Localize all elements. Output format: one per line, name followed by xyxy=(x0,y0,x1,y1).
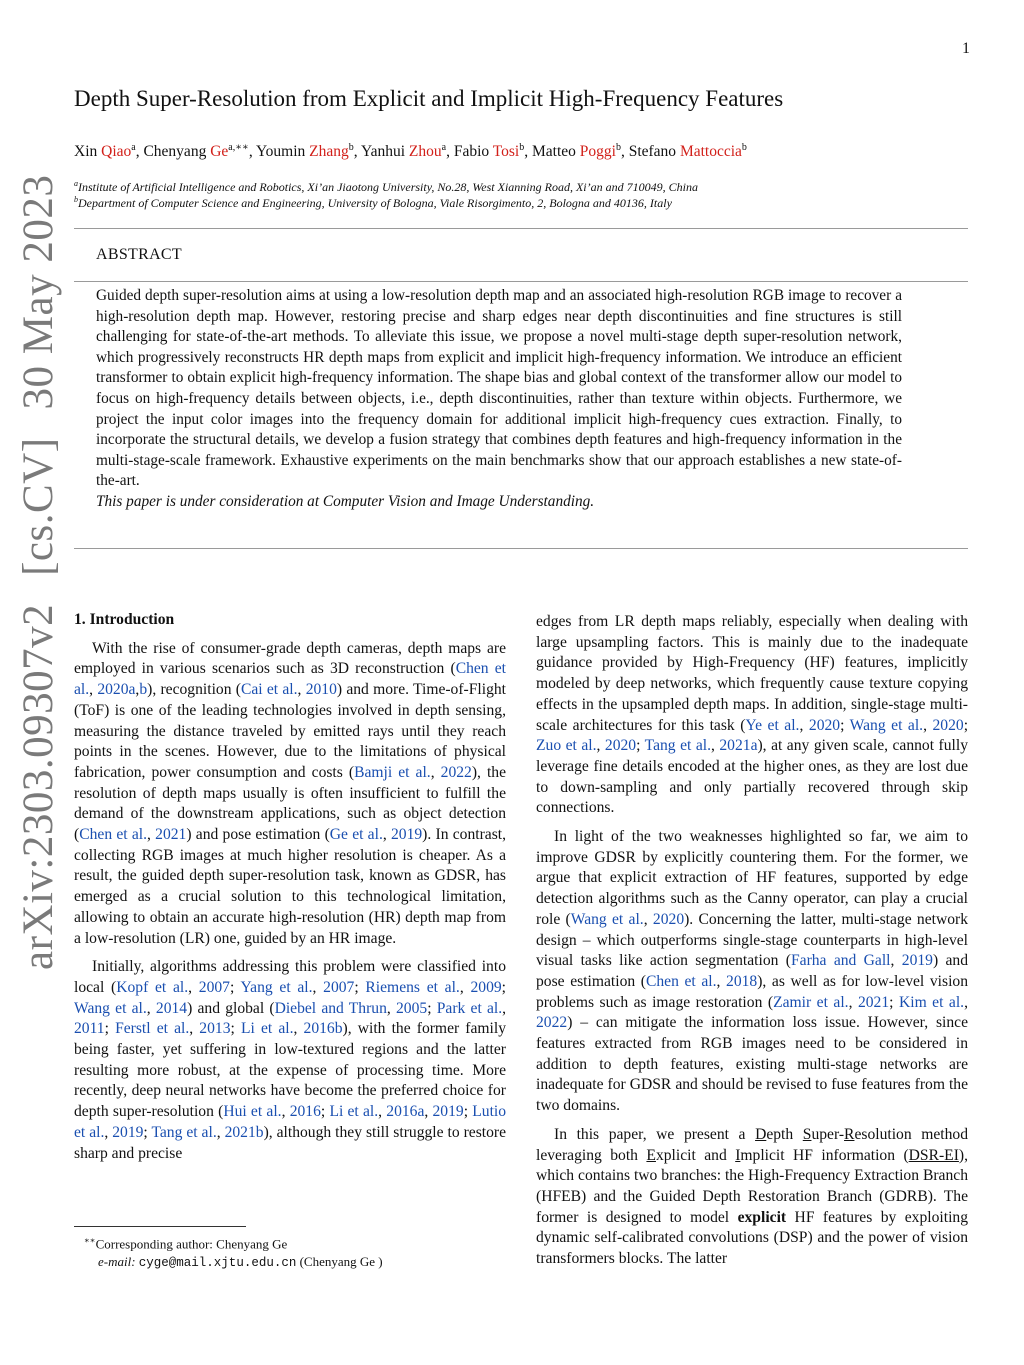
divider xyxy=(74,281,968,282)
email-link[interactable]: cyge@mail.xjtu.edu.cn xyxy=(138,1256,297,1271)
affiliation-b: $^b$Department of Computer Science and Engineering, University of Bologna, Viale Risorgimento, 2, Bologna and 40136, Italy xyxy=(74,195,672,210)
author-first: Chenyang xyxy=(143,143,207,161)
author-name[interactable]: Zhang xyxy=(309,143,349,161)
abstract-body xyxy=(96,286,902,513)
affiliation-a: $^a$Institute of Artificial Intelligence and Robotics, Xi’an Jiaotong University, No.28, West Xianning Road, Xi’an and 710049, China xyxy=(74,179,698,194)
paragraph: With the rise of consumer-grade depth cameras, depth maps are employed in various scenarios such as 3D reconstruction (Chen et al., 2020a,b), recognition (Cai et al., 2010) and more. Time-of-Flight (ToF) is one of the leading technologies involved in depth sensing, measuring the distance traveled by emitted rays until they reach points in the scenes. However, due to the limitations of physical fabrication, power consumption and costs (Bamji et al., 2022), the resolution of depth maps usually is often insufficient to fulfill the demand of the downstream applications, such as object detection (Chen et al., 2021) and pose estimation (Ge et al., 2019). In contrast, collecting RGB images at much higher resolution is cheaper. As a result, the guided depth super-resolution task, known as GDSR, has emerged as a crucial solution to this technological limitation, allowing to obtain an accurate high-resolution (HR) depth map from a low-resolution (LR) one, guided by an HR image. xyxy=(74,639,507,947)
footnote-author: Corresponding author: Chenyang Ge xyxy=(95,1236,288,1252)
paragraph: edges from LR depth maps reliably, especially when dealing with large upsampling factors. This is mainly due to the inadequate guidance provided by High-Frequency (HF) features, implicitly modeled by deep networks, which frequently cause texture copying effects in the upsampled depth maps. In addition, single-stage multi-scale architectures for this task (Ye et al., 2020; Wang et al., 2020; Zuo et al., 2020; Tang et al., 2021a), at any given scale, cannot fully leverage fine details encoded at the higher ones, as they are lost due to down-sampling and only partially recovered through skip connections. xyxy=(536,613,969,817)
author-name[interactable]: Qiao xyxy=(101,143,132,161)
footnote-rule xyxy=(74,1226,246,1227)
author-name[interactable]: Ge xyxy=(210,143,229,161)
author-name[interactable]: Tosi xyxy=(492,143,520,161)
paragraph: Initially, algorithms addressing this problem were classified into local (Kopf et al., 2007; Yang et al., 2007; Riemens et al., 2009; Wang et al., 2014) and global (Diebel and Thrun, 2005; Park et al., 2011; Ferstl et al., 2013; Li et al., 2016b), with the former family being faster, yet suffering in low-textured regions and the latter resulting more robust, at the expense of processing time. More recently, deep neural networks have become the preferred choice for depth super-resolution (Hui et al., 2016; Li et al., 2016a, 2019; Lutio et al., 2019; Tang et al., 2021b), although they still struggle to restore sharp and precise xyxy=(74,958,507,1162)
arxiv-id: arXiv:2303.09307v2 xyxy=(14,603,62,970)
divider xyxy=(74,548,968,549)
author-first: Stefano xyxy=(628,143,677,161)
arxiv-category: [cs.CV] xyxy=(14,437,62,576)
footnote: ∗∗Corresponding author: Chenyang Ge e-mail: cyge@mail.xjtu.edu.cn (Chenyang Ge ) xyxy=(84,1235,383,1271)
paragraph: In this paper, we present a Depth Super-Resolution method leveraging both Explicit and Implicit HF information (DSR-EI), which contains two branches: the High-Frequency Extraction Branch (HFEB) and the Guided Depth Restoration Branch (GDRB). The former is designed to model explicit HF features by exploiting dynamic self-calibrated convolutions (DSP) and the power of vision transformers blocks. The latter xyxy=(536,1125,968,1268)
author-name[interactable]: Poggi xyxy=(579,143,616,161)
author-list: Xin Qiao$^a$, Chenyang $Ge^{a,∗∗}$, Youmin Zhang$^b$, Yanhui Zhou$^a$, Fabio Tosi$^b$, Matteo Poggi$^b$, Stefano Mattoccia$^b$ xyxy=(74,142,747,161)
author-first: Matteo xyxy=(531,143,576,161)
paper-title: Depth Super-Resolution from Explicit and Implicit High-Frequency Features xyxy=(74,86,784,111)
author-name[interactable]: Mattoccia xyxy=(679,143,742,161)
section-heading: 1. Introduction xyxy=(74,611,175,628)
arxiv-side-label xyxy=(8,174,68,970)
author-first: Fabio xyxy=(453,143,490,161)
page-number: 1 xyxy=(962,40,970,57)
paragraph: In light of the two weaknesses highlighted so far, we aim to improve GDSR by explicitly countering them. For the former, we argue that explicit extraction of HF features, supported by edge detection algorithms such as the Canny operator, can play a crucial role (Wang et al., 2020). Concerning the latter, multi-stage network design – which outperforms single-stage counterparts in high-level visual tasks like action segmentation (Farha and Gall, 2019) and pose estimation (Chen et al., 2018), as well as for low-level vision problems such as image restoration (Zamir et al., 2021; Kim et al., 2022) – can mitigate the information loss issue. However, since features extracted from RGB images need to be considered in addition to depth features, existing multi-stage networks are inadequate for GDSR and should be revised to fuse features from the two domains. xyxy=(536,828,969,1115)
left-column xyxy=(74,610,506,1164)
abstract-note: This paper is under consideration at Computer Vision and Image Understanding. xyxy=(96,492,595,510)
author-first: Xin xyxy=(74,143,98,161)
email-label: e-mail: xyxy=(98,1254,136,1270)
author-first: Youmin xyxy=(256,143,306,161)
right-column xyxy=(536,612,968,1270)
divider xyxy=(74,228,968,229)
abstract-heading: ABSTRACT xyxy=(96,246,182,263)
author-first: Yanhui xyxy=(360,143,406,161)
abstract-text: Guided depth super-resolution aims at using a low-resolution depth map and an associated high-resolution RGB image to recover a high-resolution depth map. However, restoring precise and sharp edges near depth discontinuities and fine structures is still challenging for state-of-the-art methods. To alleviate this issue, we propose a novel multi-stage depth super-resolution network, which progressively reconstructs HR depth maps from explicit and implicit high-frequency information. We introduce an efficient transformer to obtain explicit high-frequency information. The shape bias and global context of the transformer allow our model to focus on high-frequency details between objects, i.e., depth discontinuities, rather than texture within objects. Furthermore, we project the input color images into the frequency domain for additional implicit high-frequency cues extraction. Finally, to incorporate the structural details, we develop a fusion strategy that combines depth features and high-frequency information in the multi-stage-scale framework. Exhaustive experiments on the main benchmarks show that our approach establishes a new state-of-the-art. xyxy=(96,287,902,490)
arxiv-date: 30 May 2023 xyxy=(14,174,62,410)
author-name[interactable]: Zhou xyxy=(408,143,442,161)
email-suffix: (Chenyang Ge ) xyxy=(299,1254,383,1270)
